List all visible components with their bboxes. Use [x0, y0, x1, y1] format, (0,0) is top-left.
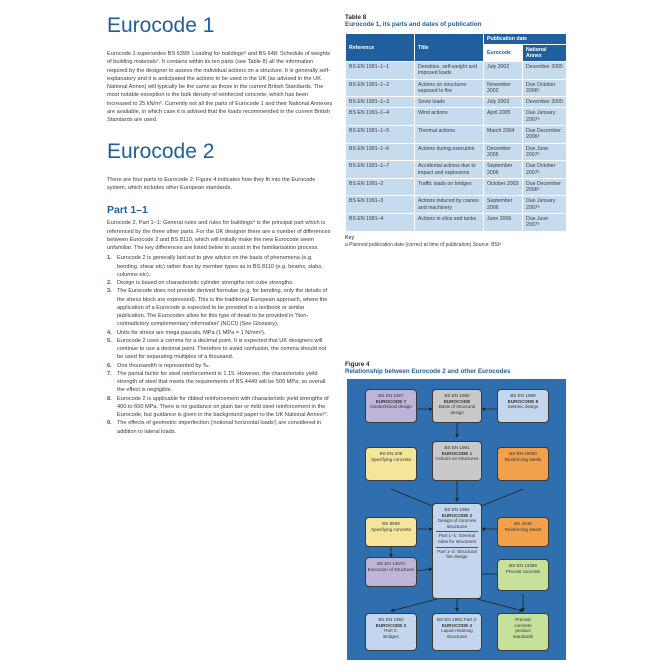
left-column	[107, 14, 333, 436]
table-row	[346, 143, 567, 161]
table-row	[346, 161, 567, 179]
eurocode1-paragraph: Eurocode 1 supersedes BS 6399: Loading for buildings⁶ and BS 648: Schedule of weights of building materials⁷. It contains within its ten parts (see Table 8) all the information required by the designer to assess the individual actions on a structure. It is generally self-explanatory and it is anticipated the actions to be used in the UK (as advised in the UK National Annex) will typically be the same as those in the current British Standards. The most notable exception is the bulk density of reinforced concrete, which has been increased to 25 kN/m³. Currently not all the parts of Eurocode 1 and their National Annexes are available, in which case it is advised that the loads recommended in the current British Standards are used.	[107, 51, 333, 124]
table-cell-na: Due January 2007ᵃ	[522, 108, 566, 126]
box-bs-8500: BS 8500 Specifying concrete	[365, 517, 417, 547]
table-cell-ref: BS EN 1991–4	[346, 214, 415, 232]
table-cell-ref: BS EN 1991–1–4	[346, 108, 415, 126]
list-item: 9. The effects of geometric imperfection ('notional horizontal loads') are considered in addition to lateral loads.	[107, 420, 322, 435]
eurocode2-intro: There are four parts to Eurocode 2; Figure 4 indicates how they fit into the Eurocode system, which includes other European standards.	[107, 176, 316, 191]
table-cell-ref: BS EN 1991–1–2	[346, 79, 415, 97]
table-row	[346, 178, 567, 196]
table-cell-title: Wind actions	[415, 108, 484, 126]
table-cell-ref: BS EN 1991–1–1	[346, 62, 415, 80]
list-item: 2. Design is based on characteristic cylinder strengths not cube strengths.	[107, 280, 294, 287]
table-cell-ref: BS EN 1991–1–3	[346, 97, 415, 108]
box-eurocode2-part2: BS EN 1992 EUROCODE 2 Part 2: Bridges	[365, 613, 417, 651]
table-cell-title: Snow loads	[415, 97, 484, 108]
table-cell-ref: BS EN 1991–3	[346, 196, 415, 214]
box-eurocode2-part3: BS EN 1992 Part 3: EUROCODE 2 Liquid-retaining structures	[432, 613, 482, 651]
table-cell-na: Due October 2006ᵃ	[522, 79, 566, 97]
table-cell-ec: April 2005	[484, 108, 523, 126]
box-bs-en-10080: BS EN 10080 Reinforcing steels	[497, 447, 549, 481]
table-cell-na: December 2005	[522, 62, 566, 80]
table8	[345, 33, 567, 232]
table-cell-ec: September 2006	[484, 161, 523, 179]
list-item: 5. Eurocode 2 uses a comma for a decimal point. It is expected that UK designers will continue to use a decimal point. Therefore to avoid confusion, the comma should not be used for separating multiples of a thousand.	[107, 337, 327, 361]
table-cell-ec: September 2006	[484, 196, 523, 214]
figure4	[345, 361, 570, 661]
table-cell-ec: July 2003	[484, 97, 523, 108]
box-bs-4449: BS 4449 Reinforcing steels	[497, 517, 549, 547]
box-eurocode7: BS EN 1997 EUROCODE 7 Geotechnical design	[365, 389, 417, 423]
col-title: Title	[415, 34, 484, 62]
box-bs-en-13670: BS EN 13670 Execution of structures	[365, 557, 417, 587]
table-row	[346, 126, 567, 144]
table-cell-na: December 2005	[522, 97, 566, 108]
list-item: 1. Eurocode 2 is generally laid out to give advice on the basis of phenomena (e.g. bending, shear etc) rather than by member types as in BS 8110 (e.g. beams, slabs, columns etc).	[107, 255, 323, 278]
part-1-1-heading: Part 1–1	[107, 204, 148, 217]
table-cell-title: Densities, self-weight and imposed loads	[415, 62, 484, 80]
table-cell-ec: December 2005	[484, 143, 523, 161]
table-cell-title: Actions during execution	[415, 143, 484, 161]
eurocode1-heading: Eurocode 1	[107, 14, 215, 37]
table-cell-na: Due January 2007ᵃ	[522, 196, 566, 214]
table-cell-na: Due June 2007ᵃ	[522, 143, 566, 161]
col-eurocode: Eurocode	[484, 45, 523, 62]
figure4-diagram	[347, 379, 566, 660]
table-cell-ref: BS EN 1991–1–7	[346, 161, 415, 179]
table-cell-ref: BS EN 1991–2	[346, 178, 415, 196]
box-eurocode1: BS EN 1991 EUROCODE 1 Actions on structures	[432, 441, 482, 481]
figure4-caption: Relationship between Eurocode 2 and other Eurocodes	[345, 368, 511, 375]
col-reference: Reference	[346, 34, 415, 62]
table8-label: Table 8	[345, 14, 367, 21]
table-row	[346, 97, 567, 108]
table-row	[346, 62, 567, 80]
table8-key: Key a Planned publication date (correct at time of publication) Source: BSI⁸	[345, 234, 502, 248]
box-eurocode8: BS EN 1998 EUROCODE 8 Seismic design	[497, 389, 549, 423]
table-cell-na: Due October 2007ᵃ	[522, 161, 566, 179]
table-cell-ec: June 2006	[484, 214, 523, 232]
col-national-annex: National Annex	[522, 45, 566, 62]
table8-caption: Eurocode 1, its parts and dates of publication	[345, 21, 482, 28]
figure4-label: Figure 4	[345, 361, 370, 368]
table8-section	[345, 14, 571, 249]
list-item: 4. Units for stress are mega pascals, MPa (1 MPa = 1 N/mm²).	[107, 329, 266, 336]
eurocode2-heading: Eurocode 2	[107, 139, 215, 163]
differences-list	[107, 254, 333, 436]
table-cell-na: Due December 2006ᵃ	[522, 178, 566, 196]
col-publication-date: Publication date	[484, 34, 567, 45]
table-cell-title: Actions induced by cranes and machinery	[415, 196, 484, 214]
table-cell-ec: November 2002	[484, 79, 523, 97]
table-cell-title: Actions on structures exposed to fire	[415, 79, 484, 97]
table-cell-na: Due December 2006ᵃ	[522, 126, 566, 144]
list-item: 7. The partial factor for steel reinforcement is 1.15. However, the characteristic yield strength of steel that meets the requirements of BS 4449 will be 500 MPa; so overall the effect is negligible.	[107, 370, 326, 394]
box-eurocode2: BS EN 1992 EUROCODE 2 Design of concrete structures Part 1–1: General rules for structures Part 1–2: Structural fire design	[432, 503, 482, 599]
table-cell-ec: July 2002	[484, 62, 523, 80]
table-cell-ec: March 2004	[484, 126, 523, 144]
table-cell-title: Thermal actions	[415, 126, 484, 144]
table-cell-title: Accidental actions due to impact and explosions	[415, 161, 484, 179]
table-cell-ref: BS EN 1991–1–5	[346, 126, 415, 144]
table-cell-ec: October 2003	[484, 178, 523, 196]
table-row	[346, 214, 567, 232]
box-eurocode-basis: BS EN 1990 EUROCODE Basis of structural design	[432, 389, 482, 423]
list-item: 8. Eurocode 2 is applicable for ribbed reinforcement with characteristic yield strengths of 400 to 600 MPa. There is no guidance on plain bar or mild steel reinforcement in the Eurocode, but guidance is given in the background paper to the UK National Annex¹⁰.	[107, 395, 329, 419]
table-cell-ref: BS EN 1991–1–6	[346, 143, 415, 161]
box-bs-en-13369: BS EN 13369 Precast concrete	[497, 559, 549, 591]
table-cell-title: Actions in silos and tanks	[415, 214, 484, 232]
table-cell-na: Due June 2007ᵃ	[522, 214, 566, 232]
table-cell-title: Traffic loads on bridges	[415, 178, 484, 196]
table-row	[346, 196, 567, 214]
list-item: 3. The Eurocode does not provide derived formulae (e.g. for bending, only the details of the stress block are expressed). This is the traditional European approach, where the application of a Eurocode is expected to be provided in a textbook or similar publication. The Eurocodes allow for this type of detail to be provided in 'Non-contradictory complementary information' (NCCI) (See Glossary).	[107, 288, 328, 328]
box-precast-standards: Precast concrete product standards	[497, 613, 549, 651]
table-row	[346, 108, 567, 126]
box-bs-en-206: BS EN 206 Specifying concrete	[365, 447, 417, 481]
table-row	[346, 79, 567, 97]
part-1-1-paragraph: Eurocode 2, Part 1–1: General rules and rules for buildings⁹ is the principal part which is referenced by the three other parts. For the UK designer there are a number of differences between Eurocode 2 and BS 8110, which will initially make the new Eurocode seem unfamiliar. The key differences are listed below to assist in the familiarisation process.	[107, 220, 331, 252]
list-item: 6. One thousandth is represented by ‰.	[107, 362, 210, 369]
